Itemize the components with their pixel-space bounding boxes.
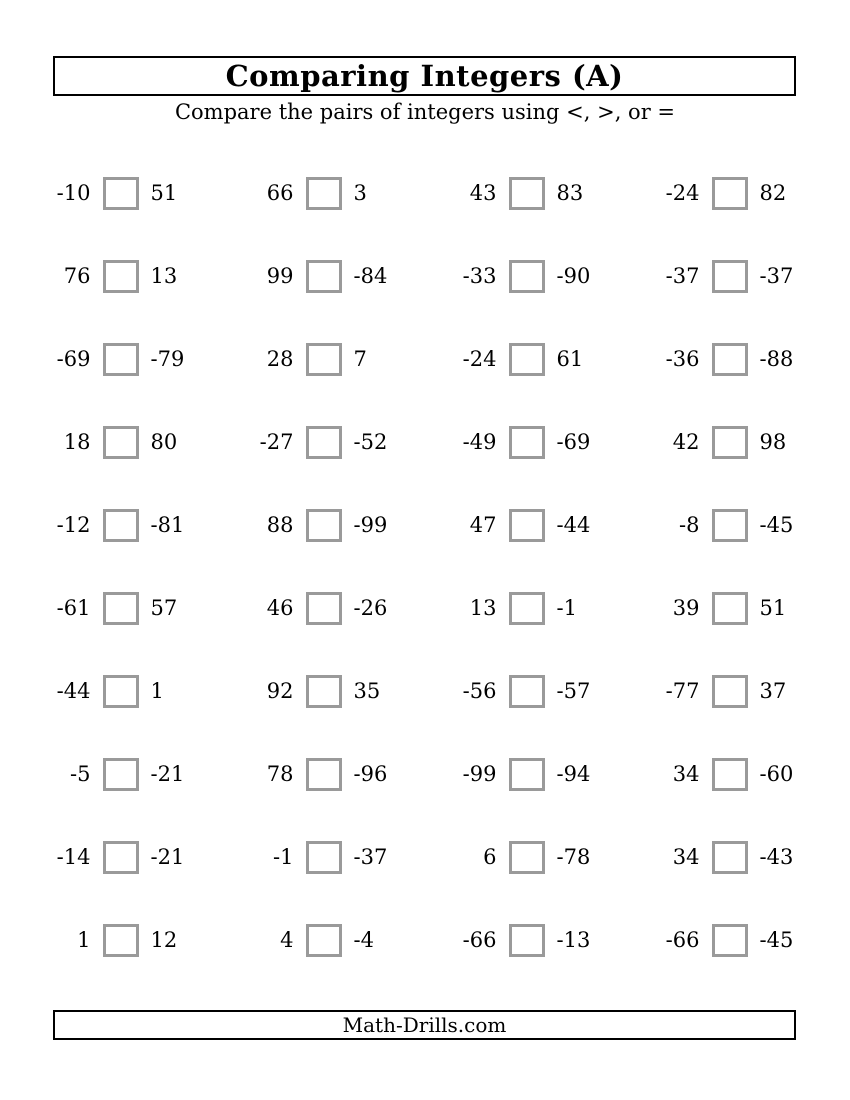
right-integer: 83	[556, 181, 584, 205]
comparison-pair	[628, 484, 831, 567]
answer-box[interactable]	[509, 924, 545, 957]
answer-box[interactable]	[103, 426, 139, 459]
comparison-pair	[222, 484, 425, 567]
right-integer: -88	[759, 347, 794, 371]
right-integer: 80	[150, 430, 178, 454]
answer-box[interactable]	[509, 177, 545, 210]
left-integer: 13	[469, 596, 497, 620]
comparison-pair	[628, 152, 831, 235]
right-integer: -84	[353, 264, 388, 288]
right-integer: 51	[150, 181, 178, 205]
answer-box[interactable]	[103, 675, 139, 708]
answer-box[interactable]	[103, 758, 139, 791]
right-integer: -57	[556, 679, 591, 703]
comparison-pair	[628, 318, 831, 401]
right-integer: 98	[759, 430, 787, 454]
left-integer: 66	[266, 181, 294, 205]
comparison-pair	[628, 733, 831, 816]
right-integer: -45	[759, 513, 794, 537]
answer-box[interactable]	[712, 343, 748, 376]
worksheet-row	[19, 318, 831, 401]
worksheet-row	[19, 650, 831, 733]
answer-box[interactable]	[103, 177, 139, 210]
answer-box[interactable]	[306, 177, 342, 210]
right-integer: -37	[353, 845, 388, 869]
answer-box[interactable]	[712, 509, 748, 542]
comparison-pair	[425, 152, 628, 235]
comparison-pair	[425, 401, 628, 484]
answer-box[interactable]	[712, 260, 748, 293]
right-integer: 13	[150, 264, 178, 288]
footer-box	[53, 1010, 796, 1040]
left-integer: -24	[462, 347, 497, 371]
right-integer: -60	[759, 762, 794, 786]
comparison-pair	[628, 816, 831, 899]
left-integer: -27	[259, 430, 294, 454]
right-integer: -45	[759, 928, 794, 952]
answer-box[interactable]	[509, 758, 545, 791]
right-integer: 57	[150, 596, 178, 620]
comparison-pair	[222, 567, 425, 650]
comparison-pair	[222, 816, 425, 899]
left-integer: 42	[672, 430, 700, 454]
worksheet-row	[19, 401, 831, 484]
comparison-pair	[628, 235, 831, 318]
left-integer: -69	[56, 347, 91, 371]
comparison-pair	[222, 235, 425, 318]
comparison-pair	[19, 318, 222, 401]
left-integer: 6	[483, 845, 497, 869]
comparison-pair	[222, 318, 425, 401]
comparison-pair	[19, 484, 222, 567]
worksheet-row	[19, 484, 831, 567]
comparison-pair	[19, 899, 222, 982]
comparison-pair	[425, 484, 628, 567]
answer-box[interactable]	[509, 509, 545, 542]
answer-box[interactable]	[103, 343, 139, 376]
right-integer: 3	[353, 181, 367, 205]
left-integer: 1	[77, 928, 91, 952]
right-integer: -37	[759, 264, 794, 288]
worksheet-row	[19, 235, 831, 318]
right-integer: -1	[556, 596, 577, 620]
page-title: Comparing Integers (A)	[225, 59, 624, 93]
answer-box[interactable]	[509, 260, 545, 293]
answer-box[interactable]	[103, 509, 139, 542]
left-integer: -14	[56, 845, 91, 869]
comparison-pair	[425, 650, 628, 733]
left-integer: -33	[462, 264, 497, 288]
right-integer: -96	[353, 762, 388, 786]
left-integer: -61	[56, 596, 91, 620]
left-integer: -5	[70, 762, 91, 786]
answer-box[interactable]	[509, 841, 545, 874]
answer-box[interactable]	[509, 343, 545, 376]
answer-box[interactable]	[712, 675, 748, 708]
answer-box[interactable]	[103, 924, 139, 957]
right-integer: 82	[759, 181, 787, 205]
right-integer: -21	[150, 762, 185, 786]
comparison-pair	[425, 899, 628, 982]
comparison-pair	[425, 816, 628, 899]
comparison-pair	[19, 152, 222, 235]
left-integer: 39	[672, 596, 700, 620]
problems-grid	[19, 152, 831, 982]
comparison-pair	[628, 401, 831, 484]
comparison-pair	[19, 816, 222, 899]
left-integer: 78	[266, 762, 294, 786]
comparison-pair	[19, 567, 222, 650]
answer-box[interactable]	[306, 758, 342, 791]
comparison-pair	[222, 733, 425, 816]
left-integer: -37	[665, 264, 700, 288]
answer-box[interactable]	[509, 675, 545, 708]
left-integer: 46	[266, 596, 294, 620]
left-integer: -36	[665, 347, 700, 371]
right-integer: -44	[556, 513, 591, 537]
right-integer: -69	[556, 430, 591, 454]
comparison-pair	[222, 152, 425, 235]
left-integer: 88	[266, 513, 294, 537]
answer-box[interactable]	[306, 675, 342, 708]
comparison-pair	[222, 650, 425, 733]
footer-site-name: Math-Drills.com	[342, 1013, 507, 1037]
right-integer: -78	[556, 845, 591, 869]
answer-box[interactable]	[306, 841, 342, 874]
left-integer: -24	[665, 181, 700, 205]
comparison-pair	[628, 567, 831, 650]
answer-box[interactable]	[509, 426, 545, 459]
right-integer: 51	[759, 596, 787, 620]
worksheet-row	[19, 733, 831, 816]
worksheet-row	[19, 567, 831, 650]
right-integer: 35	[353, 679, 381, 703]
right-integer: -81	[150, 513, 185, 537]
answer-box[interactable]	[712, 758, 748, 791]
comparison-pair	[19, 401, 222, 484]
worksheet-row	[19, 152, 831, 235]
answer-box[interactable]	[306, 924, 342, 957]
worksheet-row	[19, 816, 831, 899]
left-integer: -1	[273, 845, 294, 869]
right-integer: -79	[150, 347, 185, 371]
left-integer: 28	[266, 347, 294, 371]
answer-box[interactable]	[306, 343, 342, 376]
answer-box[interactable]	[712, 592, 748, 625]
left-integer: 47	[469, 513, 497, 537]
right-integer: 7	[353, 347, 367, 371]
answer-box[interactable]	[712, 426, 748, 459]
left-integer: 76	[63, 264, 91, 288]
comparison-pair	[19, 235, 222, 318]
comparison-pair	[222, 899, 425, 982]
right-integer: -90	[556, 264, 591, 288]
left-integer: -49	[462, 430, 497, 454]
right-integer: 37	[759, 679, 787, 703]
answer-box[interactable]	[712, 177, 748, 210]
left-integer: -99	[462, 762, 497, 786]
comparison-pair	[425, 235, 628, 318]
right-integer: -4	[353, 928, 374, 952]
answer-box[interactable]	[103, 841, 139, 874]
left-integer: -77	[665, 679, 700, 703]
left-integer: 43	[469, 181, 497, 205]
left-integer: 99	[266, 264, 294, 288]
right-integer: -21	[150, 845, 185, 869]
left-integer: -66	[665, 928, 700, 952]
comparison-pair	[628, 899, 831, 982]
right-integer: -52	[353, 430, 388, 454]
left-integer: 92	[266, 679, 294, 703]
answer-box[interactable]	[103, 592, 139, 625]
answer-box[interactable]	[306, 592, 342, 625]
right-integer: -13	[556, 928, 591, 952]
left-integer: 34	[672, 762, 700, 786]
left-integer: -10	[56, 181, 91, 205]
left-integer: -44	[56, 679, 91, 703]
right-integer: -43	[759, 845, 794, 869]
left-integer: 18	[63, 430, 91, 454]
instructions-text: Compare the pairs of integers using <, >, or =	[174, 100, 676, 124]
right-integer: 61	[556, 347, 584, 371]
right-integer: -99	[353, 513, 388, 537]
left-integer: -8	[679, 513, 700, 537]
comparison-pair	[425, 567, 628, 650]
answer-box[interactable]	[306, 426, 342, 459]
comparison-pair	[222, 401, 425, 484]
comparison-pair	[425, 318, 628, 401]
answer-box[interactable]	[509, 592, 545, 625]
comparison-pair	[425, 733, 628, 816]
comparison-pair	[19, 650, 222, 733]
right-integer: 1	[150, 679, 164, 703]
answer-box[interactable]	[712, 924, 748, 957]
comparison-pair	[19, 733, 222, 816]
title-box	[53, 56, 796, 96]
answer-box[interactable]	[306, 260, 342, 293]
left-integer: -12	[56, 513, 91, 537]
answer-box[interactable]	[103, 260, 139, 293]
worksheet-row	[19, 899, 831, 982]
answer-box[interactable]	[712, 841, 748, 874]
left-integer: 4	[280, 928, 294, 952]
comparison-pair	[628, 650, 831, 733]
right-integer: 12	[150, 928, 178, 952]
left-integer: 34	[672, 845, 700, 869]
right-integer: -26	[353, 596, 388, 620]
left-integer: -66	[462, 928, 497, 952]
answer-box[interactable]	[306, 509, 342, 542]
left-integer: -56	[462, 679, 497, 703]
right-integer: -94	[556, 762, 591, 786]
